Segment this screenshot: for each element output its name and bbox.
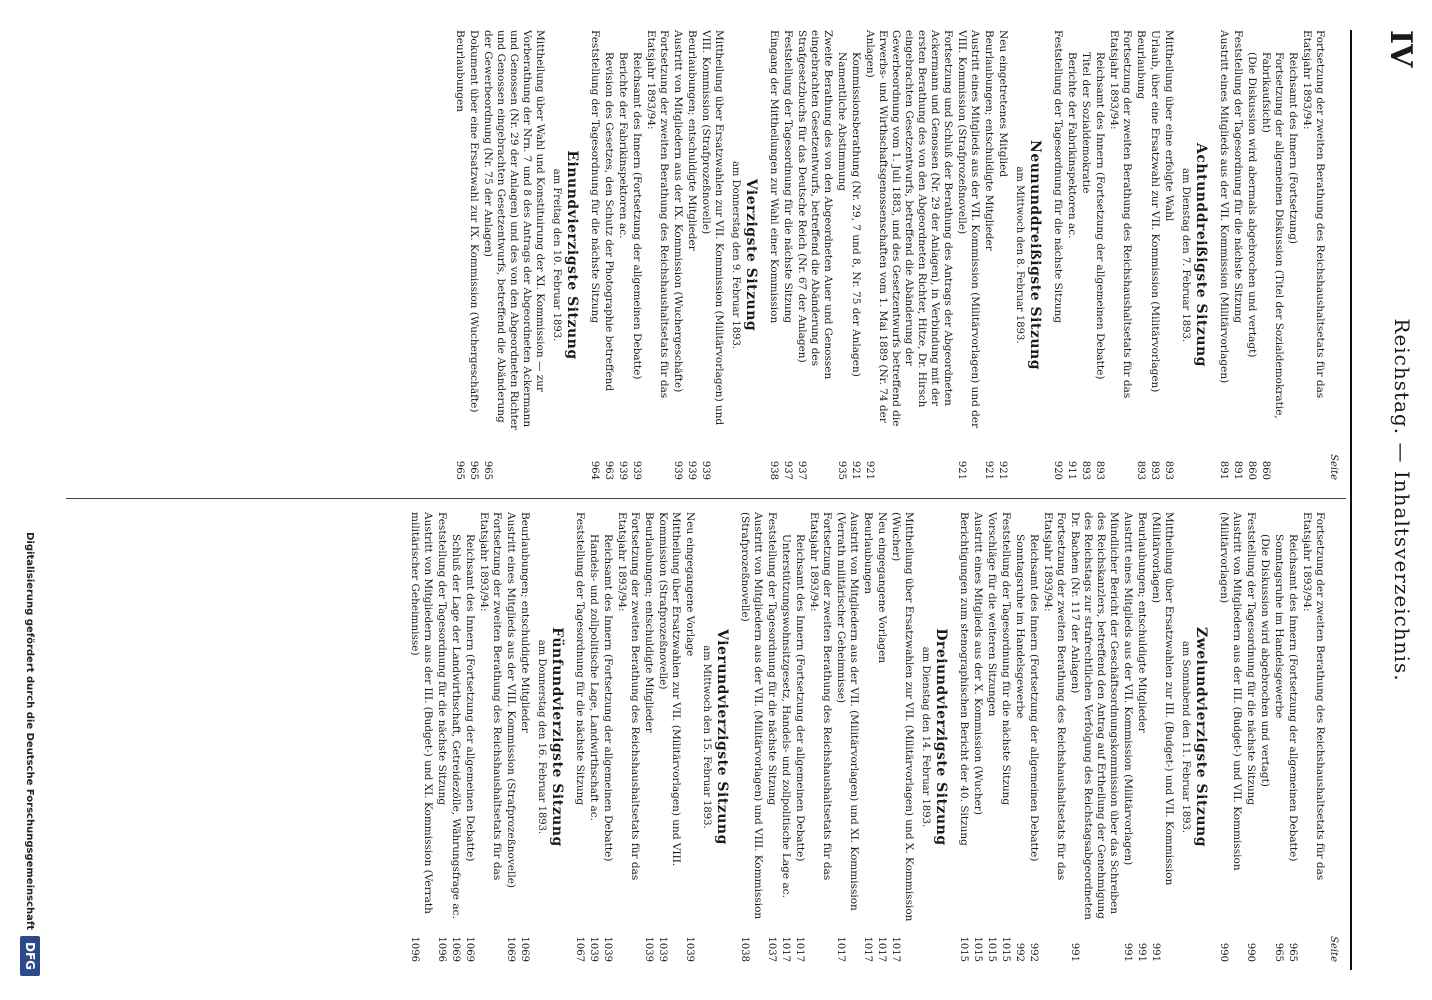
- toc-entry-page: 893: [1135, 460, 1146, 480]
- toc-entry: [642, 512, 655, 962]
- toc-entry-page: 1015: [972, 936, 983, 962]
- toc-entry-text: (Die Diskussion wird abermals abgebrochen und vertagt): [1246, 52, 1258, 358]
- seite-label: Seite: [1328, 936, 1339, 962]
- toc-entry-text: Beurlaubungen; entschuldigte Mitglieder: [643, 512, 655, 733]
- toc-entry-page: 1096: [436, 936, 447, 962]
- toc-entry: [587, 512, 600, 962]
- session-title: Zweiundvierzigste Sitzung: [1193, 626, 1209, 848]
- toc-entry: [463, 512, 476, 962]
- toc-entry-page: 921: [983, 460, 994, 480]
- toc-entry-page: 935: [836, 460, 847, 480]
- toc-entry-page: 1039: [643, 936, 654, 962]
- toc-entry: [435, 512, 448, 962]
- toc-entry-page: 891: [1232, 460, 1243, 480]
- toc-entry-text: Berichtigungen zum stenographischen Bericht der 40. Sitzung: [958, 512, 970, 846]
- toc-entry: [1134, 30, 1147, 480]
- toc-entry-page: 893: [1094, 460, 1105, 480]
- right-entries: [408, 512, 1326, 962]
- session-date: am Sonnabend den 11. Februar 1893.: [1180, 640, 1191, 834]
- session-heading: [550, 30, 578, 480]
- toc-entry-text: Beurlaubungen: [454, 30, 466, 113]
- toc-entry-page: 937: [782, 460, 793, 480]
- toc-entry-text: Fortsetzung der zweiten Berathung des Reichshaushaltsetats für das Etatsjahr 1893/94:: [1301, 512, 1326, 881]
- right-column: [52, 512, 1342, 962]
- toc-entry-page: 1069: [505, 936, 516, 962]
- toc-entry-page: 991: [1136, 942, 1147, 962]
- toc-entry: [602, 30, 615, 480]
- seite-label: Seite: [1328, 454, 1339, 480]
- toc-entry-text: Austritt von Mitgliedern aus der VII. (Militärvorlagen) und XI. Kommission (Verrath militärischer Geheimnisse): [835, 512, 860, 911]
- toc-entry-page: 1017: [780, 936, 791, 962]
- toc-entry-text: Fortsetzung der zweiten Berathung des Reichshaushaltsetats für das Etatsjahr 1893/94:: [616, 512, 641, 881]
- toc-entry: [1244, 512, 1257, 962]
- toc-entry-text: Beurlaubungen: [862, 512, 874, 595]
- dfg-logo: DFG: [20, 936, 40, 976]
- toc-entry-text: Austritt von Mitgliedern aus der IX. Kommission (Wuchergeschäfte): [672, 30, 684, 393]
- toc-entry-text: Handels- und zollpolitische Lage, Landwirthschaft ac.: [588, 534, 600, 821]
- toc-entry-page: 937: [796, 460, 807, 480]
- toc-entry-text: Reichsamt des Innern (Fortsetzung der allgemeinen Debatte): [1094, 52, 1106, 380]
- toc-entry: [1068, 512, 1120, 962]
- toc-entry: [971, 512, 984, 962]
- toc-entry: [615, 512, 641, 962]
- session-title: Achtunddreißigste Sitzung: [1193, 143, 1209, 367]
- toc-entry-text: Mittheilung über Ersatzwahlen zur VII. (Militärvorlagen) und X. Kommission (Wucher): [890, 512, 915, 922]
- toc-entry: [985, 512, 998, 962]
- toc-entry-page: 991: [1122, 942, 1133, 962]
- toc-entry: [807, 512, 833, 962]
- toc-entry-page: 991: [1150, 942, 1161, 962]
- session-title: Vierzigste Sitzung: [743, 178, 759, 332]
- toc-entry-text: (Die Diskussion wird abgebrochen und vertagt): [1259, 534, 1271, 787]
- toc-entry: [518, 512, 531, 962]
- left-entries: [453, 30, 1326, 480]
- toc-entry-page: 1015: [986, 936, 997, 962]
- toc-entry-text: Neu eingetretenes Mitglied: [997, 30, 1009, 178]
- toc-entry-page: 939: [631, 460, 642, 480]
- toc-entry-page: 939: [700, 460, 711, 480]
- toc-entry-page: 939: [672, 460, 683, 480]
- toc-entry-page: 860: [1260, 460, 1271, 480]
- toc-entry-page: 1017: [890, 936, 901, 962]
- toc-entry: [1231, 30, 1244, 480]
- toc-entry: [781, 30, 794, 480]
- toc-entry: [1027, 512, 1040, 962]
- toc-entry-page: 921: [864, 460, 875, 480]
- toc-entry-text: Kommissionsberathung (Nr. 29, 7 und 8, Nr. 75 der Anlagen): [850, 52, 862, 377]
- toc-entry: [875, 512, 888, 962]
- toc-entry-page: 1015: [1000, 936, 1011, 962]
- toc-entry-text: Eingang der Mittheilungen zur Wahl einer Kommission: [768, 30, 780, 324]
- header-rule: [1350, 30, 1352, 970]
- toc-entry-page: 965: [454, 460, 465, 480]
- toc-entry: [573, 512, 586, 962]
- left-column: [52, 30, 1342, 480]
- toc-entry: [999, 512, 1012, 962]
- toc-entry-text: Vorschläge für die weiteren Sitzungen: [986, 512, 998, 717]
- session-title: Fünfundvierzigste Sitzung: [549, 627, 565, 847]
- toc-entry-text: Reichsamt des Innern (Fortsetzung der allgemeinen Debatte): [1028, 534, 1040, 862]
- toc-entry: [957, 512, 970, 962]
- toc-entry: [1272, 512, 1285, 962]
- toc-entry-page: 1069: [519, 936, 530, 962]
- toc-entry-page: 1039: [588, 936, 599, 962]
- toc-entry-text: Fortsetzung der zweiten Berathung des Reichshaushaltsetats für das Etatsjahr 1893/94:: [1108, 30, 1133, 399]
- session-date: am Mittwoch den 8. Februar 1893.: [1014, 166, 1025, 344]
- toc-entry-page: 965: [1287, 942, 1298, 962]
- toc-entry-text: Beurlaubungen; entschuldigte Mitglieder: [686, 30, 698, 251]
- toc-entry-text: Feststellung der Tagesordnung für die nächste Sitzung: [1245, 512, 1257, 806]
- toc-entry-text: Mittheilung über Ersatzwahlen zur VII. (Militärvorlagen) und VIII. Kommission (Strafprozeßnovelle): [657, 512, 682, 867]
- toc-entry-text: Neu eingegangene Vorlage: [684, 512, 696, 657]
- toc-entry-page: 1017: [862, 936, 873, 962]
- session-heading: [919, 512, 947, 962]
- toc-entry: [955, 30, 981, 480]
- toc-entry-text: Reichsamt des Innern (Fortsetzung der allgemeinen Debatte): [631, 52, 643, 380]
- toc-entry: [630, 30, 643, 480]
- toc-entry: [1300, 512, 1326, 962]
- toc-entry-text: Austritt eines Mitglieds aus der X. Kommission (Wucher): [972, 512, 984, 815]
- toc-entry-page: 893: [1080, 460, 1091, 480]
- toc-entry: [699, 30, 725, 480]
- toc-entry-text: Fortsetzung der zweiten Berathung des Reichshaushaltsetats für das Etatsjahr 1893/94:: [1301, 30, 1326, 399]
- toc-entry-text: Reichsamt des Innern (Fortsetzung der allgemeinen Debatte): [464, 534, 476, 862]
- toc-entry-text: Beurlaubungen; entschuldigte Mitglieder: [519, 512, 531, 733]
- toc-entry: [1093, 30, 1106, 480]
- toc-entry: [408, 512, 434, 962]
- session-title: Vierundvierzigste Sitzung: [714, 629, 730, 845]
- toc-entry-text: Schluß der Lage der Landwirthschaft, Getreidezölle, Währungsfrage ac.: [450, 534, 462, 919]
- toc-entry: [1245, 30, 1258, 480]
- toc-entry-text: Reichsamt des Innern (Fortsetzung): [1287, 52, 1299, 245]
- toc-entry: [683, 512, 696, 962]
- session-title: Dreiundvierzigste Sitzung: [933, 628, 949, 846]
- column-divider: [66, 498, 1346, 499]
- toc-entry-page: 1039: [684, 936, 695, 962]
- session-heading: [535, 512, 563, 962]
- toc-entry: [1258, 512, 1271, 962]
- toc-entry: [982, 30, 995, 480]
- toc-entry: [1013, 512, 1026, 962]
- toc-entry-page: 921: [997, 460, 1008, 480]
- session-title: Einundvierzigste Sitzung: [564, 150, 580, 360]
- toc-entry: [863, 30, 954, 480]
- toc-entry-text: Austritt eines Mitglieds aus der VII. Kommission (Militärvorlagen) und der VIII. Kommission (Strafprozeßnovelle): [956, 30, 981, 429]
- toc-entry-page: 911: [1066, 460, 1077, 480]
- toc-entry-page: 1038: [739, 936, 750, 962]
- toc-entry: [1041, 512, 1067, 962]
- toc-entry-page: 939: [617, 460, 628, 480]
- toc-entry-page: 921: [850, 460, 861, 480]
- toc-entry-page: 893: [1149, 460, 1160, 480]
- toc-entry-text: Reichsamt des Innern (Fortsetzung der allgemeinen Debatte): [1287, 534, 1299, 862]
- toc-entry: [779, 512, 792, 962]
- session-heading: [1179, 512, 1207, 962]
- toc-entry: [685, 30, 698, 480]
- toc-entry: [1107, 30, 1133, 480]
- toc-entry: [656, 512, 682, 962]
- toc-entry: [1300, 30, 1326, 480]
- toc-entry: [1217, 30, 1230, 480]
- session-date: am Donnerstag den 9. Februar 1893.: [730, 160, 741, 350]
- toc-entry: [1259, 30, 1285, 480]
- toc-entry-text: Beurlaubungen; entschuldigte Mitglieder: [983, 30, 995, 251]
- toc-entry-text: Feststellung der Tagesordnung für die nächste Sitzung: [766, 512, 778, 806]
- toc-entry-text: Neu eingegangene Vorlagen: [876, 512, 888, 664]
- toc-entry-text: Fortsetzung und Schluß der Berathung des Antrags der Abgeordneten Ackermann und Genossen (Nr. 29 der Anlagen), in Verbindung mit der ersten Berathung des von den Abgeordneten Richter, Hitze, Dr. Hirsch eingebrachten Gesetzentwurfs, betreffend die Abänderung der Gewerbeordnung vom 1. Juli 1883, und des Gesetzentwurfs betreffend die Erwerbs- und Wirthschaftsgenossenschaften vom 1. Mai 1889 (Nr. 74 der Anlagen): [864, 30, 954, 427]
- toc-entry-page: 920: [1052, 460, 1063, 480]
- toc-entry-page: 990: [1218, 942, 1229, 962]
- page-header: [1358, 30, 1418, 970]
- toc-entry-text: Unterstützungswohnsitzgesetz, Handels- und zollpolitische Lage ac.: [780, 534, 792, 898]
- toc-entry-page: 1067: [574, 936, 585, 962]
- toc-entry-text: Feststellung der Tagesordnung für die nächste Sitzung: [574, 512, 586, 806]
- toc-entry-page: 1096: [409, 936, 420, 962]
- toc-entry-text: Mittheilung über Wahl und Konstituirung der XI. Kommission — zur Vorberathung der Nrn. 7 und 8 des Antrags der Abgeordneten Ackermann und Genossen (Nr. 29 der Anlagen) und des von den Abgeordneten Richter und Genossen eingebrachten Gesetzentwurfs, betreffend die Abänderung der Gewerbeordnung (Nr. 75 der Anlagen): [482, 30, 546, 431]
- toc-entry-text: Austritt eines Mitglieds aus der VII. Kommission (Militärvorlagen): [1122, 512, 1134, 866]
- toc-entry: [1286, 512, 1299, 962]
- toc-entry: [1135, 512, 1148, 962]
- toc-entry-page: 1037: [766, 936, 777, 962]
- toc-entry-text: Mittheilung über Ersatzwahlen zur III. (Budget-) und VII. Kommission (Militärvorlagen): [1150, 512, 1175, 886]
- toc-entry-page: 891: [1218, 460, 1229, 480]
- session-heading: [729, 30, 757, 480]
- toc-entry: [453, 30, 466, 480]
- toc-entry: [1121, 512, 1134, 962]
- toc-entry: [765, 512, 778, 962]
- toc-entry-text: Dokument über eine Ersatzwahl zur IX. Kommission (Wuchergeschäfte): [468, 30, 480, 413]
- toc-entry: [644, 30, 670, 480]
- toc-entry-text: Austritt von Mitgliedern aus der VII. (Militärvorlagen) und VIII. Kommission (Strafprozeßnovelle): [739, 512, 764, 920]
- toc-entry: [477, 512, 503, 962]
- session-heading: [1179, 30, 1207, 480]
- toc-entry-text: Feststellung der Tagesordnung für die nächste Sitzung: [436, 512, 448, 806]
- toc-entry-page: 1039: [602, 936, 613, 962]
- page-footer: [18, 30, 48, 976]
- toc-entry-text: Fortsetzung der zweiten Berathung des Reichshaushaltsetats für das Etatsjahr 1893/94:: [1042, 512, 1067, 881]
- toc-entry-text: Fortsetzung der zweiten Berathung des Reichshaushaltsetats für das Etatsjahr 1893/94:: [645, 30, 670, 399]
- toc-entry-text: Mittheilung über eine erfolgte Wahl: [1163, 30, 1175, 222]
- toc-entry: [834, 512, 860, 962]
- toc-entry: [1286, 30, 1299, 480]
- toc-entry-page: 860: [1246, 460, 1257, 480]
- toc-entry: [467, 30, 480, 480]
- toc-entry-text: Feststellung der Tagesordnung für die nächste Sitzung: [1052, 30, 1064, 324]
- toc-entry: [795, 30, 834, 480]
- toc-entry-text: Mündlicher Bericht der Geschäftsordnungskommission über das Schreiben des Reichskanzlers, betreffend den Antrag auf Ertheilung der Genehmigung des Reichstags zur strafrechtlichen Verfolgung des Reichstagsabgeordneten Dr. Bachem (Nr. 117 der Anlagen): [1069, 512, 1120, 920]
- toc-entry-text: Sonntagsruhe im Handelsgewerbe: [1273, 534, 1285, 719]
- toc-entry-page: 964: [589, 460, 600, 480]
- toc-entry-page: 992: [1014, 942, 1025, 962]
- toc-entry-text: Beurlaubungen; entschuldigte Mitglieder: [1136, 512, 1148, 733]
- toc-entry-page: 965: [482, 460, 493, 480]
- toc-entry-page: 965: [468, 460, 479, 480]
- toc-entry-text: Beurlaubung: [1135, 30, 1147, 100]
- toc-entry: [889, 512, 915, 962]
- toc-entry: [849, 30, 862, 480]
- session-heading: [700, 512, 728, 962]
- toc-entry: [588, 30, 601, 480]
- toc-entry-text: Zweite Berathung des von den Abgeordneten Auer und Genossen eingebrachten Gesetzentwurfs, betreffend die Abänderung des Strafgesetzbuchs für das Deutsche Reich (Nr. 67 der Anlagen): [796, 30, 834, 380]
- toc-entry-text: Feststellung der Tagesordnung für die nächste Sitzung: [1000, 512, 1012, 806]
- toc-entry-page: 1017: [876, 936, 887, 962]
- toc-entry: [1065, 30, 1078, 480]
- toc-entry: [504, 512, 517, 962]
- toc-entry-text: Reichsamt des Innern (Fortsetzung der allgemeinen Debatte): [794, 534, 806, 862]
- page-number: IV: [1383, 30, 1418, 68]
- toc-entry-text: Revision des Gesetzes, den Schutz der Photographie betreffend: [603, 52, 615, 392]
- session-date: am Freitag den 10. Februar 1893.: [551, 168, 562, 342]
- toc-entry-text: Austritt von Mitgliedern aus der III. (Budget-) und XI. Kommission (Verrath militärischer Geheimnisse): [409, 512, 434, 914]
- toc-entry-page: 991: [1069, 942, 1080, 962]
- toc-entry-page: 939: [686, 460, 697, 480]
- toc-entry: [1079, 30, 1092, 480]
- toc-entry-page: 921: [956, 460, 967, 480]
- session-date: am Mittwoch den 15. Februar 1893.: [701, 645, 712, 829]
- toc-entry-text: Fortsetzung der zweiten Berathung des Reichshaushaltsetats für das Etatsjahr 1893/94:: [808, 512, 833, 881]
- toc-entry-text: Reichsamt des Innern (Fortsetzung der allgemeinen Debatte): [602, 534, 614, 862]
- toc-entry: [1162, 30, 1175, 480]
- toc-entry-page: 893: [1163, 460, 1174, 480]
- toc-entry-text: Urlaub, über eine Ersatzwahl zur VII. Kommission (Militärvorlagen): [1149, 30, 1161, 393]
- toc-entry: [1051, 30, 1064, 480]
- toc-entry-page: 990: [1245, 942, 1256, 962]
- toc-entry-text: Titel der Sozialdemokratie: [1080, 52, 1092, 194]
- toc-entry: [738, 512, 764, 962]
- toc-entry-text: Berichte der Fabrikinspektoren ac.: [1066, 52, 1078, 239]
- toc-entry-page: 1017: [835, 936, 846, 962]
- toc-entry-page: 965: [1273, 942, 1284, 962]
- toc-entry-page: 1015: [958, 936, 969, 962]
- toc-entry-text: Namentliche Abstimmung: [836, 52, 848, 191]
- toc-entry-page: 1039: [657, 936, 668, 962]
- running-head: Reichstag. — Inhaltsverzeichnis.: [1390, 318, 1414, 682]
- session-title: Neununddreißigste Sitzung: [1027, 140, 1043, 370]
- toc-entry-text: Austritt eines Mitglieds aus der VII. Kommission (Militärvorlagen): [1218, 30, 1230, 384]
- toc-entry: [616, 30, 629, 480]
- toc-entry: [1149, 512, 1175, 962]
- toc-entry-text: Feststellung der Tagesordnung für die nächste Sitzung: [1232, 30, 1244, 324]
- toc-entry: [835, 30, 848, 480]
- toc-entry-text: Feststellung der Tagesordnung für die nächste Sitzung: [782, 30, 794, 324]
- toc-entry-text: Austritt von Mitgliedern aus der III. (Budget-) und VII. Kommission (Militärvorlagen): [1218, 512, 1243, 871]
- toc-entry-text: Feststellung der Tagesordnung für die nächste Sitzung: [589, 30, 601, 324]
- toc-entry: [481, 30, 546, 480]
- session-date: am Dienstag den 7. Februar 1893.: [1180, 167, 1191, 343]
- toc-entry: [996, 30, 1009, 480]
- toc-entry: [1148, 30, 1161, 480]
- toc-entry: [601, 512, 614, 962]
- toc-entry-page: 1069: [464, 936, 475, 962]
- toc-entry: [671, 30, 684, 480]
- toc-entry-text: Austritt eines Mitglieds aus der VIII. Kommission (Strafprozeßnovelle): [505, 512, 517, 889]
- toc-entry: [449, 512, 462, 962]
- toc-entry-text: Fortsetzung der zweiten Berathung des Reichshaushaltsetats für das Etatsjahr 1893/94:: [478, 512, 503, 881]
- session-date: am Dienstag den 14. Februar 1893.: [920, 646, 931, 828]
- toc-entry-page: 992: [1028, 942, 1039, 962]
- toc-entry-text: Berichte der Fabrikinspektoren ac.: [617, 52, 629, 239]
- toc-entry-page: 1017: [794, 936, 805, 962]
- toc-entry: [1217, 512, 1243, 962]
- toc-entry-page: 963: [603, 460, 614, 480]
- session-date: am Donnerstag den 16. Februar 1893.: [536, 639, 547, 835]
- toc-entry: [767, 30, 780, 480]
- toc-entry: [861, 512, 874, 962]
- funding-credit: Digitalisierung gefördert durch die Deutsche Forschungsgemeinschaft: [24, 532, 35, 930]
- toc-entry-page: 938: [768, 460, 779, 480]
- toc-entry-text: Mittheilung über Ersatzwahlen zur VII. Kommission (Militärvorlagen) und VIII. Kommission (Strafprozeßnovelle): [700, 30, 725, 426]
- toc-entry-page: 1069: [450, 936, 461, 962]
- toc-entry: [793, 512, 806, 962]
- toc-entry-text: Fortsetzung der allgemeinen Diskussion (Titel der Sozialdemokratie, Fabrikaufsicht): [1260, 52, 1285, 419]
- toc-entry-text: Sonntagsruhe im Handelsgewerbe: [1014, 534, 1026, 719]
- session-heading: [1013, 30, 1041, 480]
